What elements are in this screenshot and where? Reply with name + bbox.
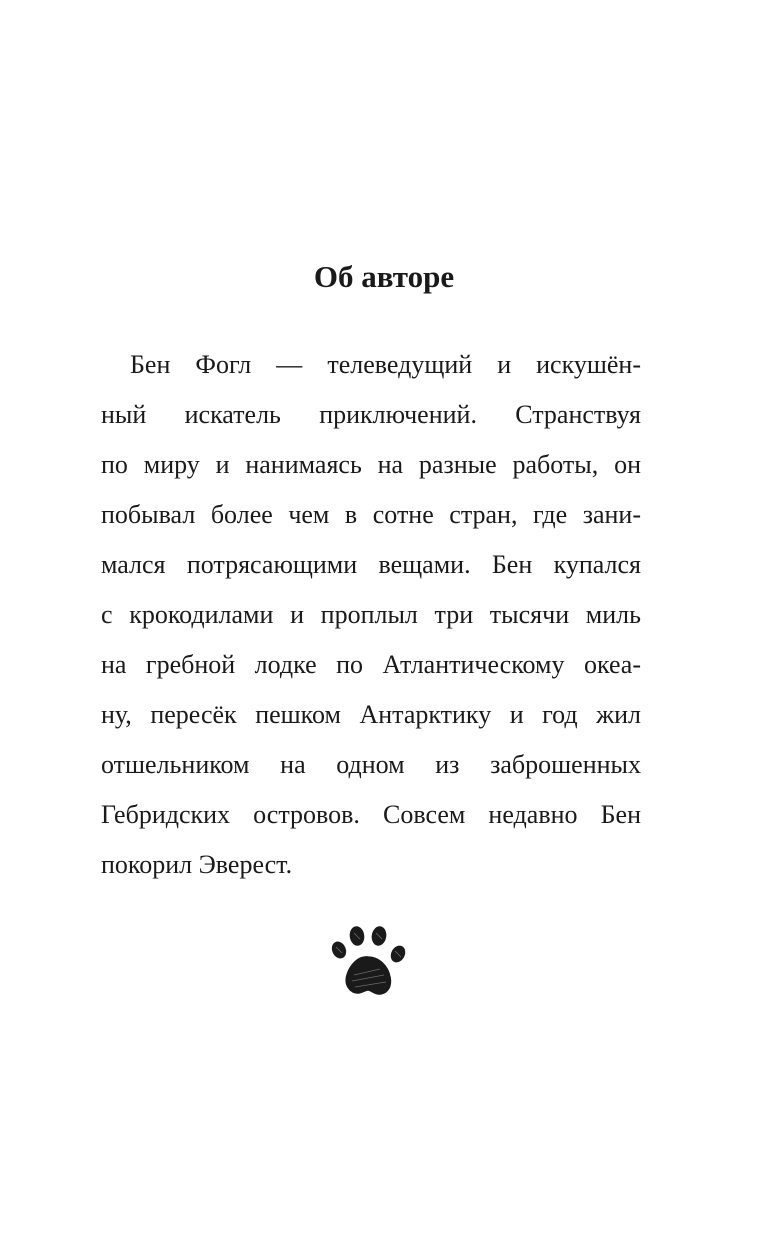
- bio-line: с крокодилами и проплыл три тысячи миль: [101, 600, 641, 629]
- bio-line: Гебридских островов. Совсем недавно Бен: [101, 800, 641, 829]
- bio-line: Бен Фогл — телеведущий и искушён-: [130, 350, 641, 379]
- bio-line: по миру и нанимаясь на разные работы, он: [101, 450, 641, 479]
- bio-line: ну, пересёк пешком Антарктику и год жил: [101, 700, 641, 729]
- bio-line: покорил Эверест.: [101, 850, 293, 879]
- page-title: Об авторе: [313, 259, 455, 294]
- bio-line: на гребной лодке по Атлантическому океа-: [101, 650, 641, 679]
- bio-line: мался потрясающими вещами. Бен купался: [101, 550, 641, 579]
- bio-line: отшельником на одном из заброшенных: [101, 750, 641, 779]
- bio-line: побывал более чем в сотне стран, где зани-: [101, 500, 641, 529]
- author-bio: [101, 340, 641, 890]
- bio-line: ный искатель приключений. Странствуя: [101, 400, 641, 429]
- paw-print-icon: [328, 925, 408, 1001]
